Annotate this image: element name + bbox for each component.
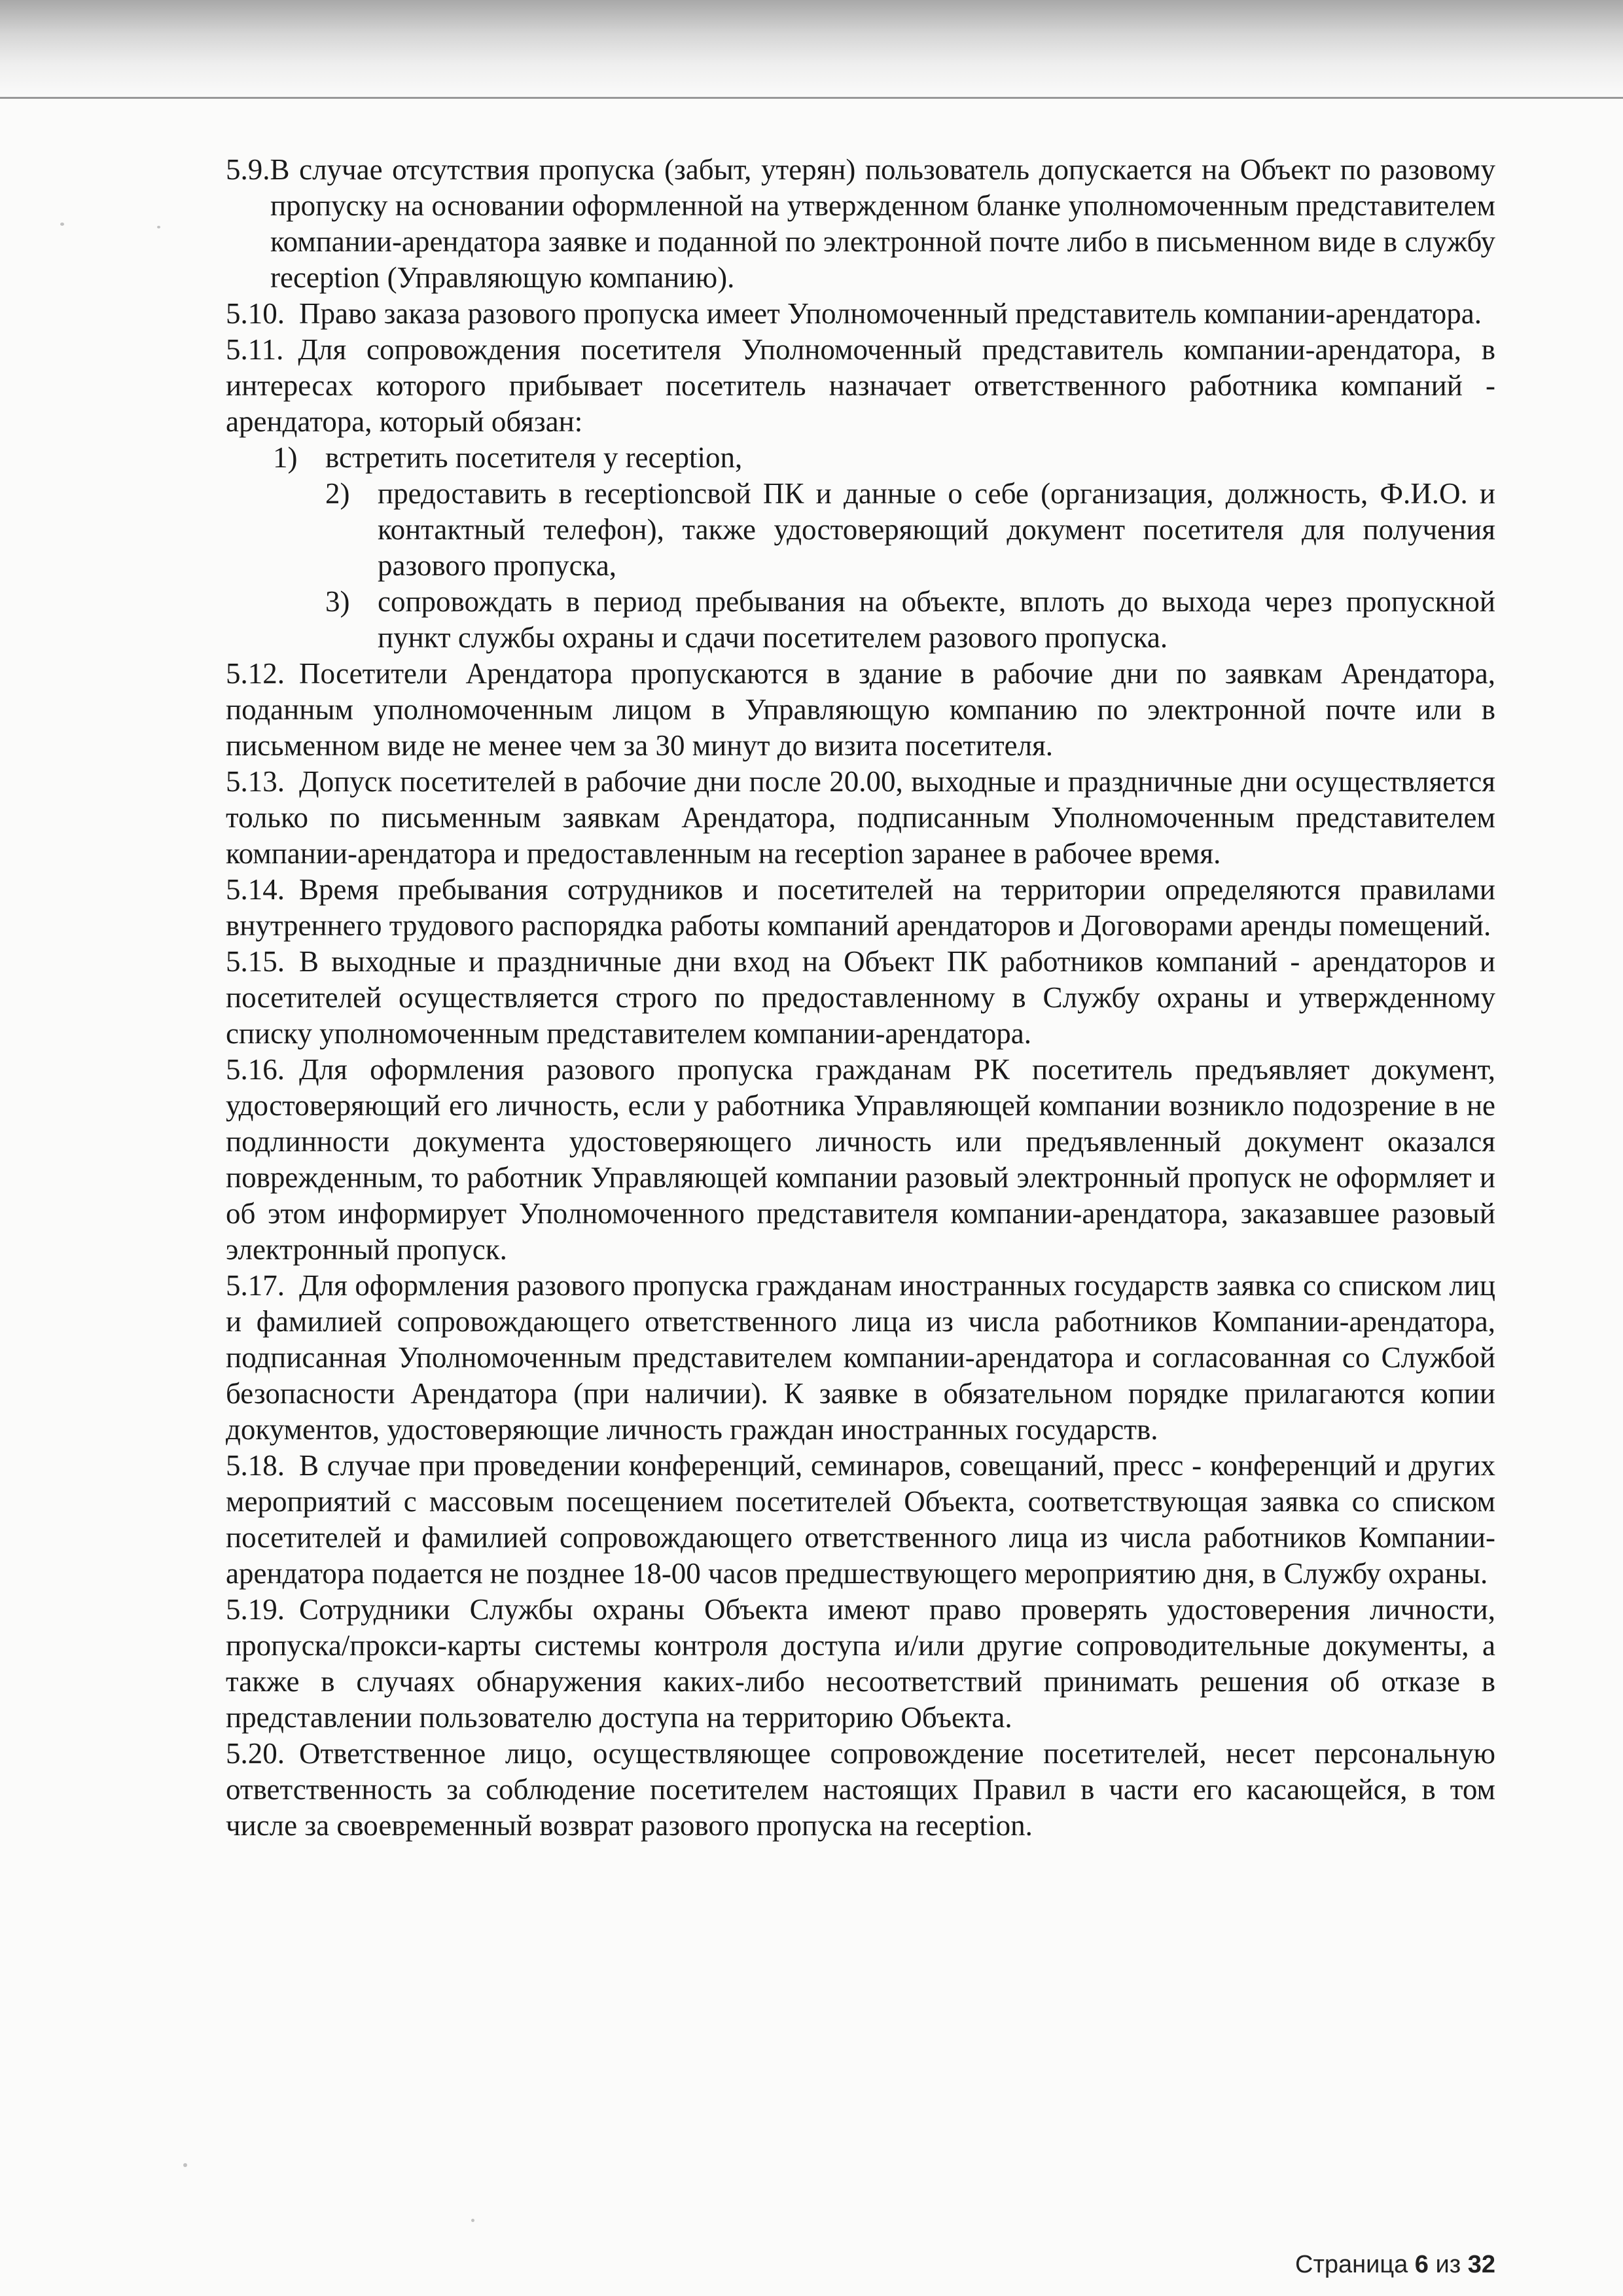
paragraph-text: Сотрудники Службы охраны Объекта имеют право проверять удостоверения личности, пропуска/прокси-карты системы контроля доступа и/или другие сопроводительные документы, а также в случаях обнаружения каких-либо несоответствий принимать решения об отказе в представлении пользователю доступа на территорию Объекта. [226,1593,1495,1734]
page-label: Страница [1295,2251,1408,2278]
scan-speck [157,226,160,228]
list-item [273,584,1495,656]
paragraph-text: В случае при проведении конференций, семинаров, совещаний, пресс - конференций и других мероприятий с массовым посещением посетителей Объекта, соответствующая заявка со списком посетителей и фамилией сопровождающего ответственного лица из числа работников Компании-арендатора подается не позднее 18-00 часов предшествующего мероприятию дня, в Службу охраны. [226,1449,1495,1590]
list-marker: 3) [325,585,350,618]
paragraph-5-17 [226,1268,1495,1448]
paragraph-5-9 [226,152,1495,296]
paragraph-text: Право заказа разового пропуска имеет Уполномоченный представитель компании-арендатора. [299,297,1482,330]
paragraph-text: В случае отсутствия пропуска (забыт, утерян) пользователь допускается на Объект по разовому пропуску на основании оформленной на утвержденном бланке уполномоченным представителем компании-арендатора заявке и поданной по электронной почте либо в письменном виде в службу reception (Управляющую компанию). [270,153,1495,294]
paragraph-number: 5.14. [226,873,285,906]
paragraph-5-12 [226,656,1495,764]
paragraph-number: 5.11. [226,333,284,366]
scan-speck [60,223,64,226]
paragraph-5-11 [226,332,1495,440]
page-of-label: из [1435,2251,1461,2278]
document-body [226,152,1495,1844]
paragraph-text: В выходные и праздничные дни вход на Объект ПК работников компаний - арендаторов и посетителей осуществляется строго по предоставленному в Службу охраны и утвержденному списку уполномоченным представителем компании-арендатора. [226,945,1495,1050]
paragraph-5-19 [226,1592,1495,1736]
page-footer [1295,2251,1495,2279]
duties-list [226,440,1495,656]
paragraph-5-15 [226,944,1495,1052]
page-total: 32 [1467,2251,1495,2278]
list-item [273,440,1495,476]
list-item-text: сопровождать в период пребывания на объекте, вплоть до выхода через пропускной пункт службы охраны и сдачи посетителем разового пропуска. [378,585,1495,654]
paragraph-5-10 [226,296,1495,332]
paragraph-text: Время пребывания сотрудников и посетителей на территории определяются правилами внутреннего трудового распорядка работы компаний арендаторов и Договорами аренды помещений. [226,873,1495,942]
list-item-text: встретить посетителя у reception, [325,441,743,474]
paragraph-5-13 [226,764,1495,872]
scan-speck [183,2163,187,2167]
list-item [273,476,1495,584]
paragraph-5-20 [226,1736,1495,1844]
paragraph-number: 5.15. [226,945,285,978]
list-marker: 1) [273,441,298,474]
paragraph-5-18 [226,1448,1495,1592]
paragraph-text: Допуск посетителей в рабочие дни после 20.00, выходные и праздничные дни осуществляется только по письменным заявкам Арендатора, подписанным Уполномоченным представителем компании-арендатора и предоставленным на reception заранее в рабочее время. [226,765,1495,870]
paragraph-number: 5.10. [226,297,285,330]
paragraph-number: 5.12. [226,657,285,690]
paragraph-text: Для оформления разового пропуска гражданам иностранных государств заявка со списком лиц и фамилией сопровождающего ответственного лица из числа работников Компании-арендатора, подписанная Уполномоченным представителем компании-арендатора и согласованная со Службой безопасности Арендатора (при наличии). К заявке в обязательном порядке прилагаются копии документов, удостоверяющие личность граждан иностранных государств. [226,1269,1495,1446]
paragraph-5-14 [226,872,1495,944]
paragraph-number: 5.9. [226,153,270,186]
list-marker: 2) [325,477,350,510]
paragraph-text: Посетители Арендатора пропускаются в здание в рабочие дни по заявкам Арендатора, поданным уполномоченным лицом в Управляющую компанию по электронной почте или в письменном виде не менее чем за 30 минут до визита посетителя. [226,657,1495,762]
paragraph-number: 5.13. [226,765,285,798]
paragraph-text: Для оформления разового пропуска гражданам РК посетитель предъявляет документ, удостоверяющий его личность, если у работника Управляющей компании возникло подозрение в не подлинности документа удостоверяющего личность или предъявленный документ оказался поврежденным, то работник Управляющей компании разовый электронный пропуск не оформляет и об этом информирует Уполномоченного представителя компании-арендатора, заказавшее разовый электронный пропуск. [226,1053,1495,1266]
paragraph-number: 5.20. [226,1737,285,1770]
paragraph-number: 5.18. [226,1449,285,1482]
scan-speck [471,2219,474,2222]
paragraph-text: Ответственное лицо, осуществляющее сопровождение посетителей, несет персональную ответственность за соблюдение посетителем настоящих Правил в части его касающейся, в том числе за своевременный возврат разового пропуска на reception. [226,1737,1495,1842]
paragraph-number: 5.17. [226,1269,285,1302]
scan-shadow [0,0,1623,98]
paragraph-5-16 [226,1052,1495,1268]
list-item-text: предоставить в receptionсвой ПК и данные о себе (организация, должность, Ф.И.О. и контактный телефон), также удостоверяющий документ посетителя для получения разового пропуска, [378,477,1495,582]
paragraph-number: 5.16. [226,1053,285,1086]
page-number: 6 [1414,2251,1429,2278]
paragraph-number: 5.19. [226,1593,285,1626]
paragraph-text: Для сопровождения посетителя Уполномоченный представитель компании-арендатора, в интересах которого прибывает посетитель назначает ответственного работника компаний - арендатора, который обязан: [226,333,1495,438]
scan-edge-line [0,97,1623,99]
